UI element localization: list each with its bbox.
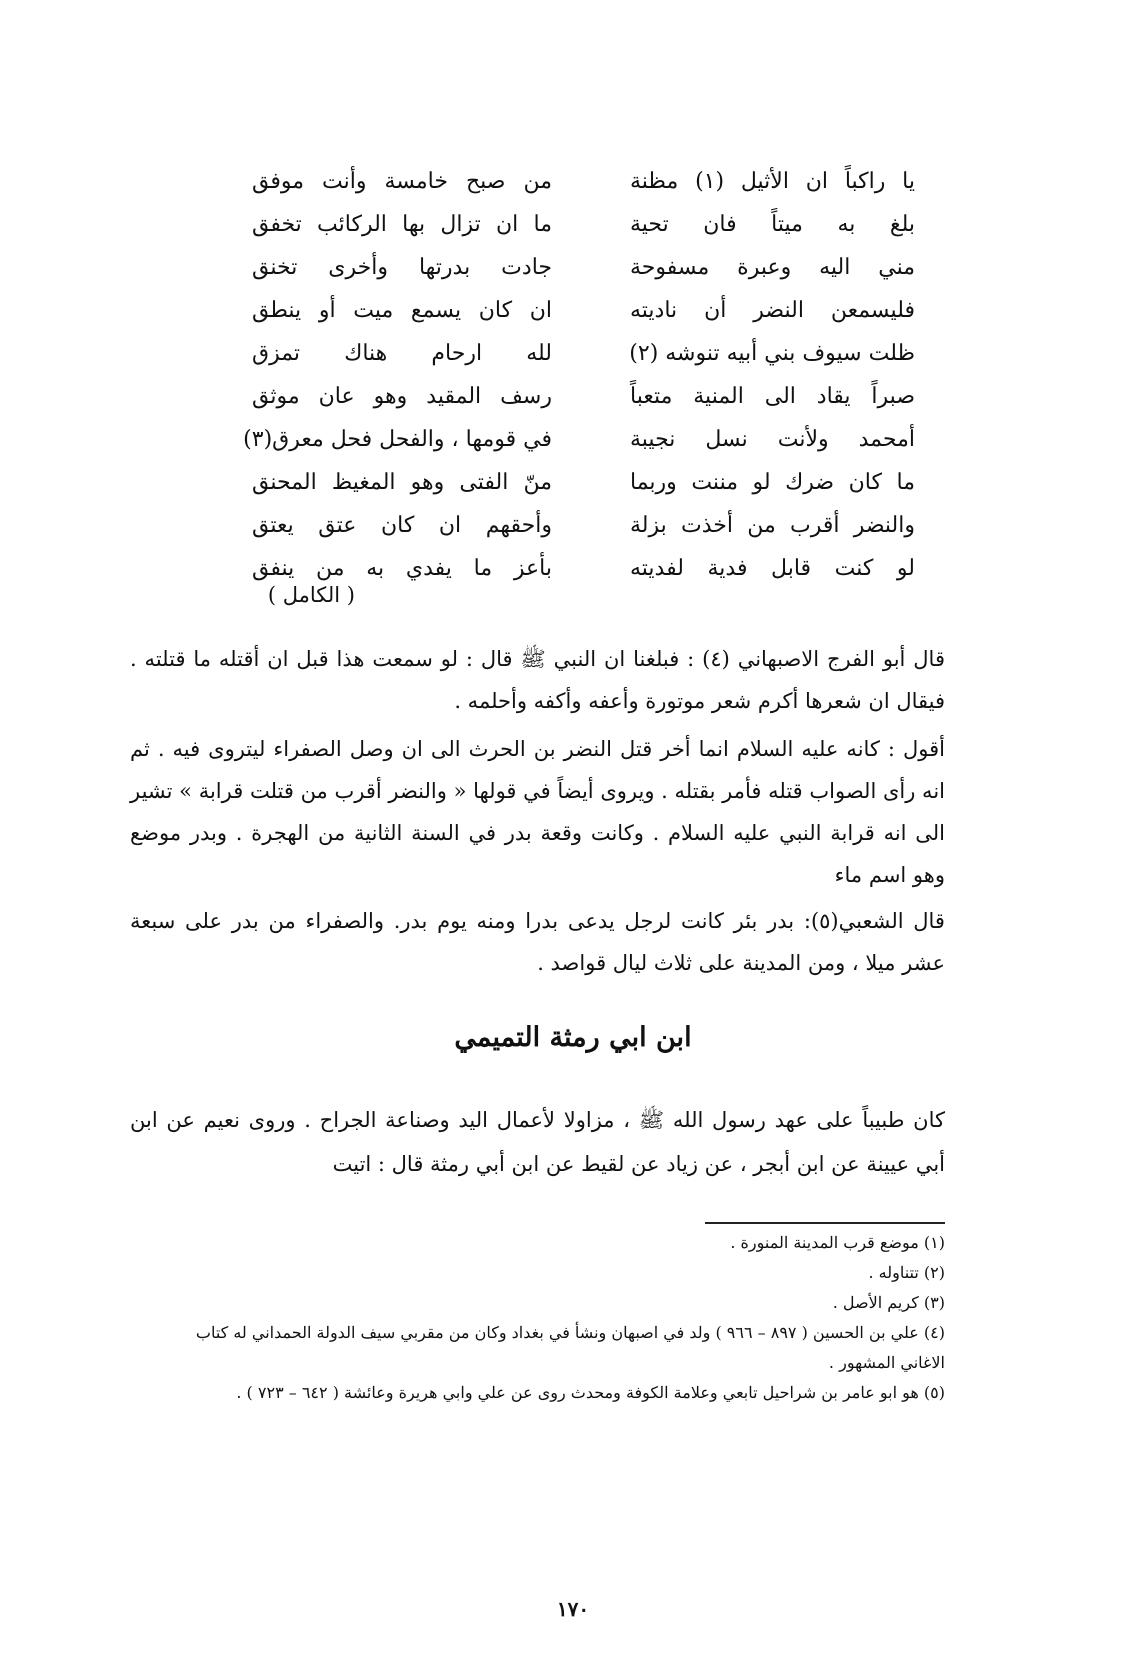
poem-verse [215,375,915,418]
verse-second-hemistich: من صبح خامسة وأنت موفق [252,169,552,194]
verse-first-hemistich: فليسمعن النضر أن ناديته [630,298,915,323]
footnote: (٥) هو ابو عامر بن شراحيل تابعي وعلامة الكوفة ومحدث روى عن علي وابي هريرة وعائشة ( ٦٤٢ – ٧٢٣ ) . [236,1383,945,1402]
poem-block [215,160,915,590]
verse-second-hemistich: جادت بدرتها وأخرى تخنق [252,255,552,280]
poem-verse [215,418,915,461]
footnotes [160,1228,945,1408]
verse-second-hemistich: وأحقهم ان كان عتق يعتق [252,513,552,538]
verse-first-hemistich: لو كنت قابل فدية لفديته [630,556,915,581]
verse-first-hemistich: يا راكباً ان الأثيل (١) مظنة [630,169,915,194]
verse-first-hemistich: بلغ به ميتاً فان تحية [630,212,915,237]
footnote: (٣) كريم الأصل . [832,1293,945,1312]
paragraph-biography: كان طبيباً على عهد رسول الله ﷺ ، مزاولا لأعمال اليد وصناعة الجراح . وروى نعيم عن ابن أبي عيينة عن ابن أبجر ، عن زياد عن لقيط عن ابن أبي رمثة قال : اتيت [130,1108,945,1176]
poem-verse [215,246,915,289]
poem-meter-label: ( الكامل ) [267,583,355,607]
footnote-divider [705,1222,945,1224]
poem-verse [215,461,915,504]
footnote: (١) موضع قرب المدينة المنورة . [730,1233,945,1252]
poem-verse [215,203,915,246]
verse-first-hemistich: مني اليه وعبرة مسفوحة [630,255,915,280]
verse-second-hemistich: بأعز ما يفدي به من ينفق [252,556,552,581]
poem-verse [215,504,915,547]
poem-verse [215,289,915,332]
verse-first-hemistich: والنضر أقرب من أخذت بزلة [630,513,915,538]
paragraph-shabi: قال الشعبي(٥): بدر بئر كانت لرجل يدعى بدرا ومنه يوم بدر. والصفراء من بدر على سبعة عشر ميلا ، ومن المدينة على ثلاث ليال قواصد . [130,909,945,975]
page-number: ١٧٠ [556,1597,590,1621]
verse-second-hemistich: لله ارحام هناك تمزق [252,341,552,366]
verse-first-hemistich: صبراً يقاد الى المنية متعباً [630,384,915,409]
section-heading: ابن ابي رمثة التميمي [454,1022,692,1053]
verse-first-hemistich: ما كان ضرك لو مننت وربما [630,470,915,495]
verse-second-hemistich: رسف المقيد وهو عان موثق [252,384,552,409]
verse-second-hemistich: في قومها ، والفحل فحل معرق(٣) [243,427,552,452]
poem-verse [215,332,915,375]
paragraph-author-comment: أقول : كانه عليه السلام انما أخر قتل النضر بن الحرث الى ان وصل الصفراء ليتروى فيه . ثم انه رأى الصواب قتله فأمر بقتله . ويروى أيضاً في قولها « والنضر أقرب من قتلت قرابة » تشير الى انه قرابة النبي عليه السلام . وكانت وقعة بدر في السنة الثانية من الهجرة . وبدر موضع وهو اسم ماء [130,737,945,887]
verse-first-hemistich: ظلت سيوف بني أبيه تنوشه (٢) [629,341,915,366]
verse-second-hemistich: منّ الفتى وهو المغيظ المحنق [252,470,552,495]
verse-second-hemistich: ما ان تزال بها الركائب تخفق [252,212,552,237]
verse-second-hemistich: ان كان يسمع ميت أو ينطق [252,298,552,323]
paragraph-abulfaraj: قال أبو الفرج الاصبهاني (٤) : فبلغنا ان النبي ﷺ قال : لو سمعت هذا قبل ان أقتله ما قتلته . فيقال ان شعرها أكرم شعر موتورة وأعفه وأكفه وأحلمه . [130,647,945,713]
footnote: (٢) تتناوله . [868,1263,945,1282]
poem-verse [215,160,915,203]
verse-first-hemistich: أمحمد ولأنت نسل نجيبة [630,427,915,452]
footnote: (٤) علي بن الحسين ( ٨٩٧ – ٩٦٦ ) ولد في اصبهان ونشأ في بغداد وكان من مقربي سيف الدولة الحمداني له كتاب الاغاني المشهور . [195,1323,945,1372]
